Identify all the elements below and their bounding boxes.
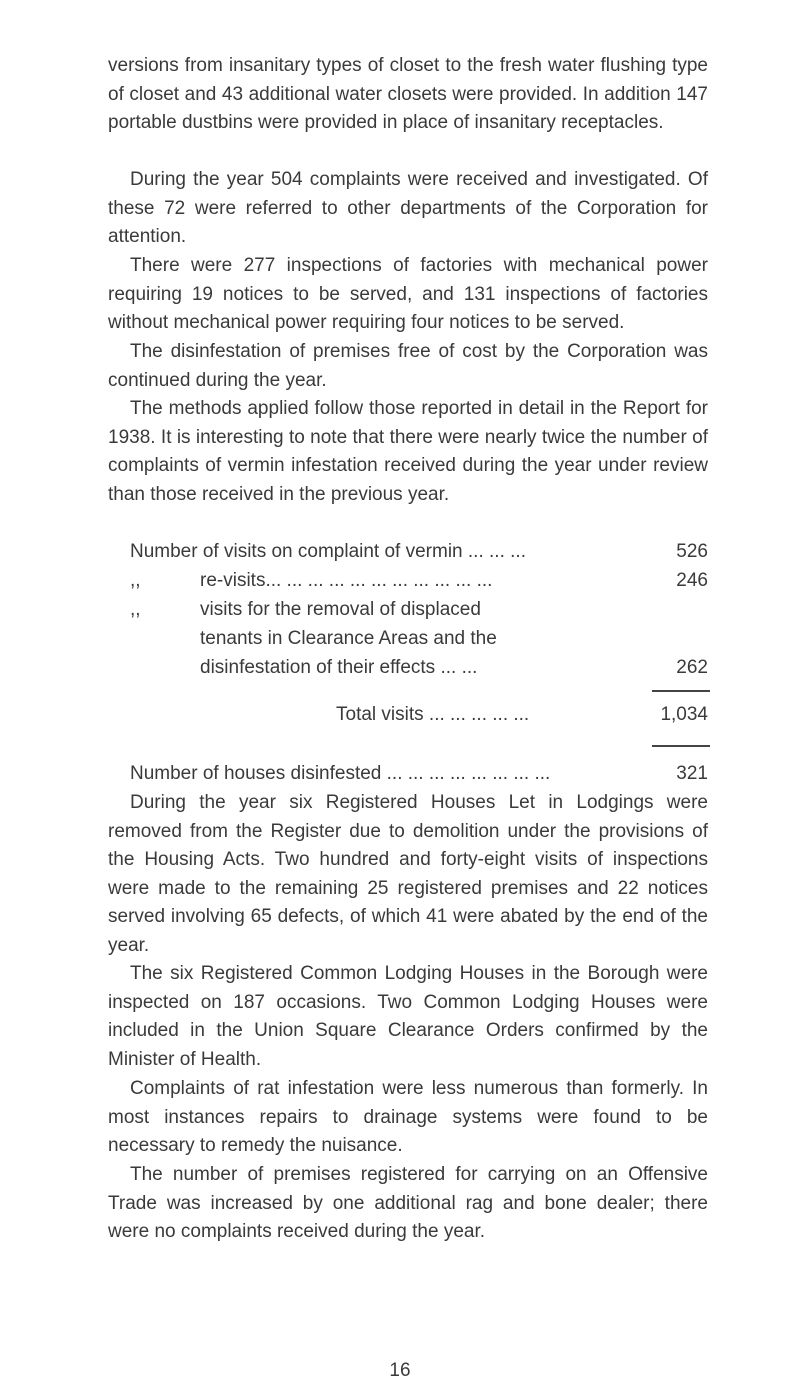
row-label: Number of visits on complaint of vermin ... ... ... — [130, 541, 526, 562]
row-value: 526 — [676, 541, 708, 562]
page-number: 16 — [389, 1360, 411, 1381]
table-row — [0, 596, 800, 682]
total-rule — [652, 745, 710, 747]
paragraph-disinfestation: The disinfestation of premises free of cost by the Corporation was continued during the year. — [108, 341, 708, 391]
row-value: 262 — [676, 657, 708, 678]
paragraph-complaints: During the year 504 complaints were received and investigated. Of these 72 were referred to other departments of the Corporation for attention. — [108, 169, 708, 247]
row-label: Number of houses disinfested ... ... ... ... ... ... ... ... — [130, 763, 551, 784]
total-value: 1,034 — [660, 704, 708, 725]
row-label-line: disinfestation of their effects ... ... — [200, 657, 478, 678]
total-row — [0, 701, 800, 730]
table-row — [0, 567, 800, 596]
paragraph-methods: The methods applied follow those reported in detail in the Report for 1938. It is interesting to note that there were nearly twice the number of complaints of vermin infestation received during the year under review than those received in the previous year. — [108, 398, 708, 505]
row-value: 246 — [676, 570, 708, 591]
sum-rule — [652, 690, 710, 692]
paragraph-closets: versions from insanitary types of closet to the fresh water flushing type of closet and 43 additional water closets were provided. In addition 147 portable dustbins were provided in place of insanitary receptacles. — [108, 55, 708, 133]
paragraph-rats: Complaints of rat infestation were less numerous than formerly. In most instances repairs to drainage systems were found to be necessary to remedy the nuisance. — [108, 1078, 708, 1156]
total-label: Total visits ... ... ... ... ... — [336, 704, 530, 725]
row-label: re-visits... ... ... ... ... ... ... ... ... ... ... — [200, 570, 493, 591]
ditto-mark: ,, — [130, 599, 141, 620]
paragraph-offensive-trade: The number of premises registered for carrying on an Offensive Trade was increased by one additional rag and bone dealer; there were no complaints received during the year. — [108, 1164, 708, 1242]
row-value: 321 — [676, 763, 708, 784]
row-label-line: visits for the removal of displaced — [200, 599, 481, 620]
table-row — [0, 538, 800, 567]
row-label-line: tenants in Clearance Areas and the — [200, 628, 497, 649]
ditto-mark: ,, — [130, 570, 141, 591]
paragraph-common-lodging: The six Registered Common Lodging Houses in the Borough were inspected on 187 occasions. Two Common Lodging Houses were included in the Union Square Clearance Orders confirmed by the Minister of Health. — [108, 963, 708, 1070]
paragraph-factories: There were 277 inspections of factories with mechanical power requiring 19 notices to be served, and 131 inspections of factories without mechanical power requiring four notices to be served. — [108, 255, 708, 333]
table-row — [0, 760, 800, 789]
paragraph-lodgings: During the year six Registered Houses Let in Lodgings were removed from the Register due to demolition under the provisions of the Housing Acts. Two hundred and forty-eight visits of inspections were made to the remaining 25 registered premises and 22 notices served involving 65 defects, of which 41 were abated by the end of the year. — [108, 792, 708, 956]
